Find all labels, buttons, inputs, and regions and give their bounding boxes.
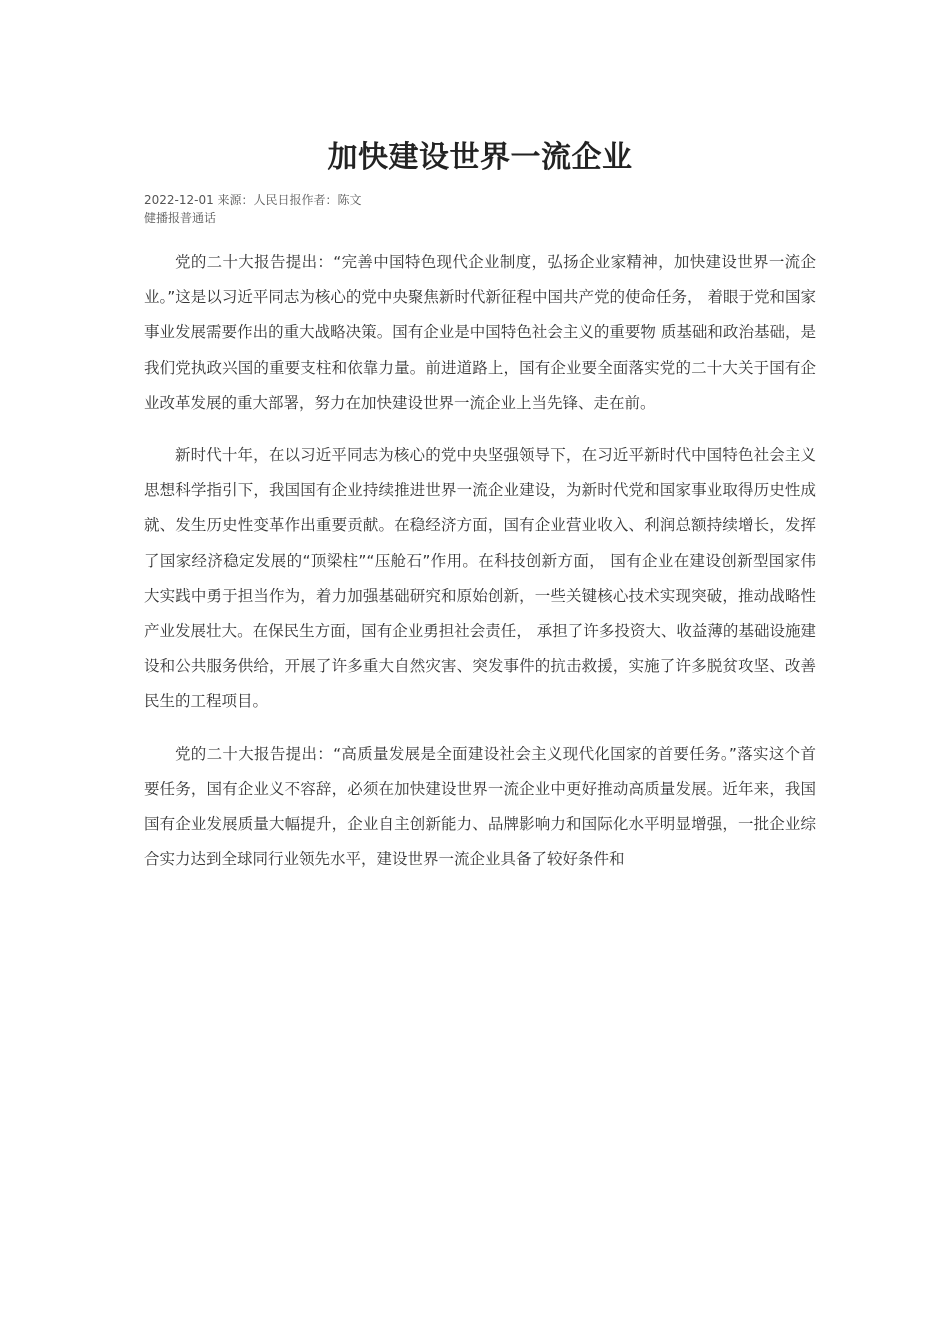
article-meta	[144, 191, 816, 227]
article	[144, 0, 816, 894]
article-paragraph: 党的二十大报告提出：“完善中国特色现代企业制度，弘扬企业家精神，加快建设世界一流企业。”这是以习近平同志为核心的党中央聚焦新时代新征程中国共产党的使命任务， 着眼于党和国家事业发展需要作出的重大战略决策。国有企业是中国特色社会主义的重要物 质基础和政治基础，是我们党执政兴国的重要支柱和依靠力量。前进道路上，国有企业要全面落实党的二十大关于国有企业改革发展的重大部署，努力在加快建设世界一流企业上当先锋、走在前。	[144, 253, 816, 412]
article-paragraph: 党的二十大报告提出：“高质量发展是全面建设社会主义现代化国家的首要任务。”落实这个首要任务，国有企业义不容辞，必须在加快建设世界一流企业中更好推动高质量发展。近年来，我国国有企业发展质量大幅提升，企业自主创新能力、品牌影响力和国际化水平明显增强，一批企业综合实力达到全球同行业领先水平，建设世界一流企业具备了较好条件和	[144, 744, 816, 869]
article-body	[144, 245, 816, 877]
meta-audio-label: 健播报普通话	[144, 211, 217, 225]
article-paragraph: 新时代十年，在以习近平同志为核心的党中央坚强领导下，在习近平新时代中国特色社会主义思想科学指引下，我国国有企业持续推进世界一流企业建设，为新时代党和国家事业取得历史性成就、发生历史性变革作出重要贡献。在稳经济方面，国有企业营业收入、利润总额持续增长，发挥了国家经济稳定发展的“顶梁柱”“压舱石”作用。在科技创新方面， 国有企业在建设创新型国家伟大实践中勇于担当作为，着力加强基础研究和原始创新，一些关键核心技术实现突破，推动战略性产业发展壮大。在保民生方面，国有企业勇担社会责任， 承担了许多投资大、收益薄的基础设施建设和公共服务供给，开展了许多重大自然灾害、突发事件的抗击救援，实施了许多脱贫攻坚、改善民生的工程项目。	[144, 446, 816, 711]
article-title: 加快建设世界一流企业	[327, 140, 633, 175]
meta-date-source-author: 2022-12-01 来源：人民日报作者：陈文	[144, 193, 362, 207]
